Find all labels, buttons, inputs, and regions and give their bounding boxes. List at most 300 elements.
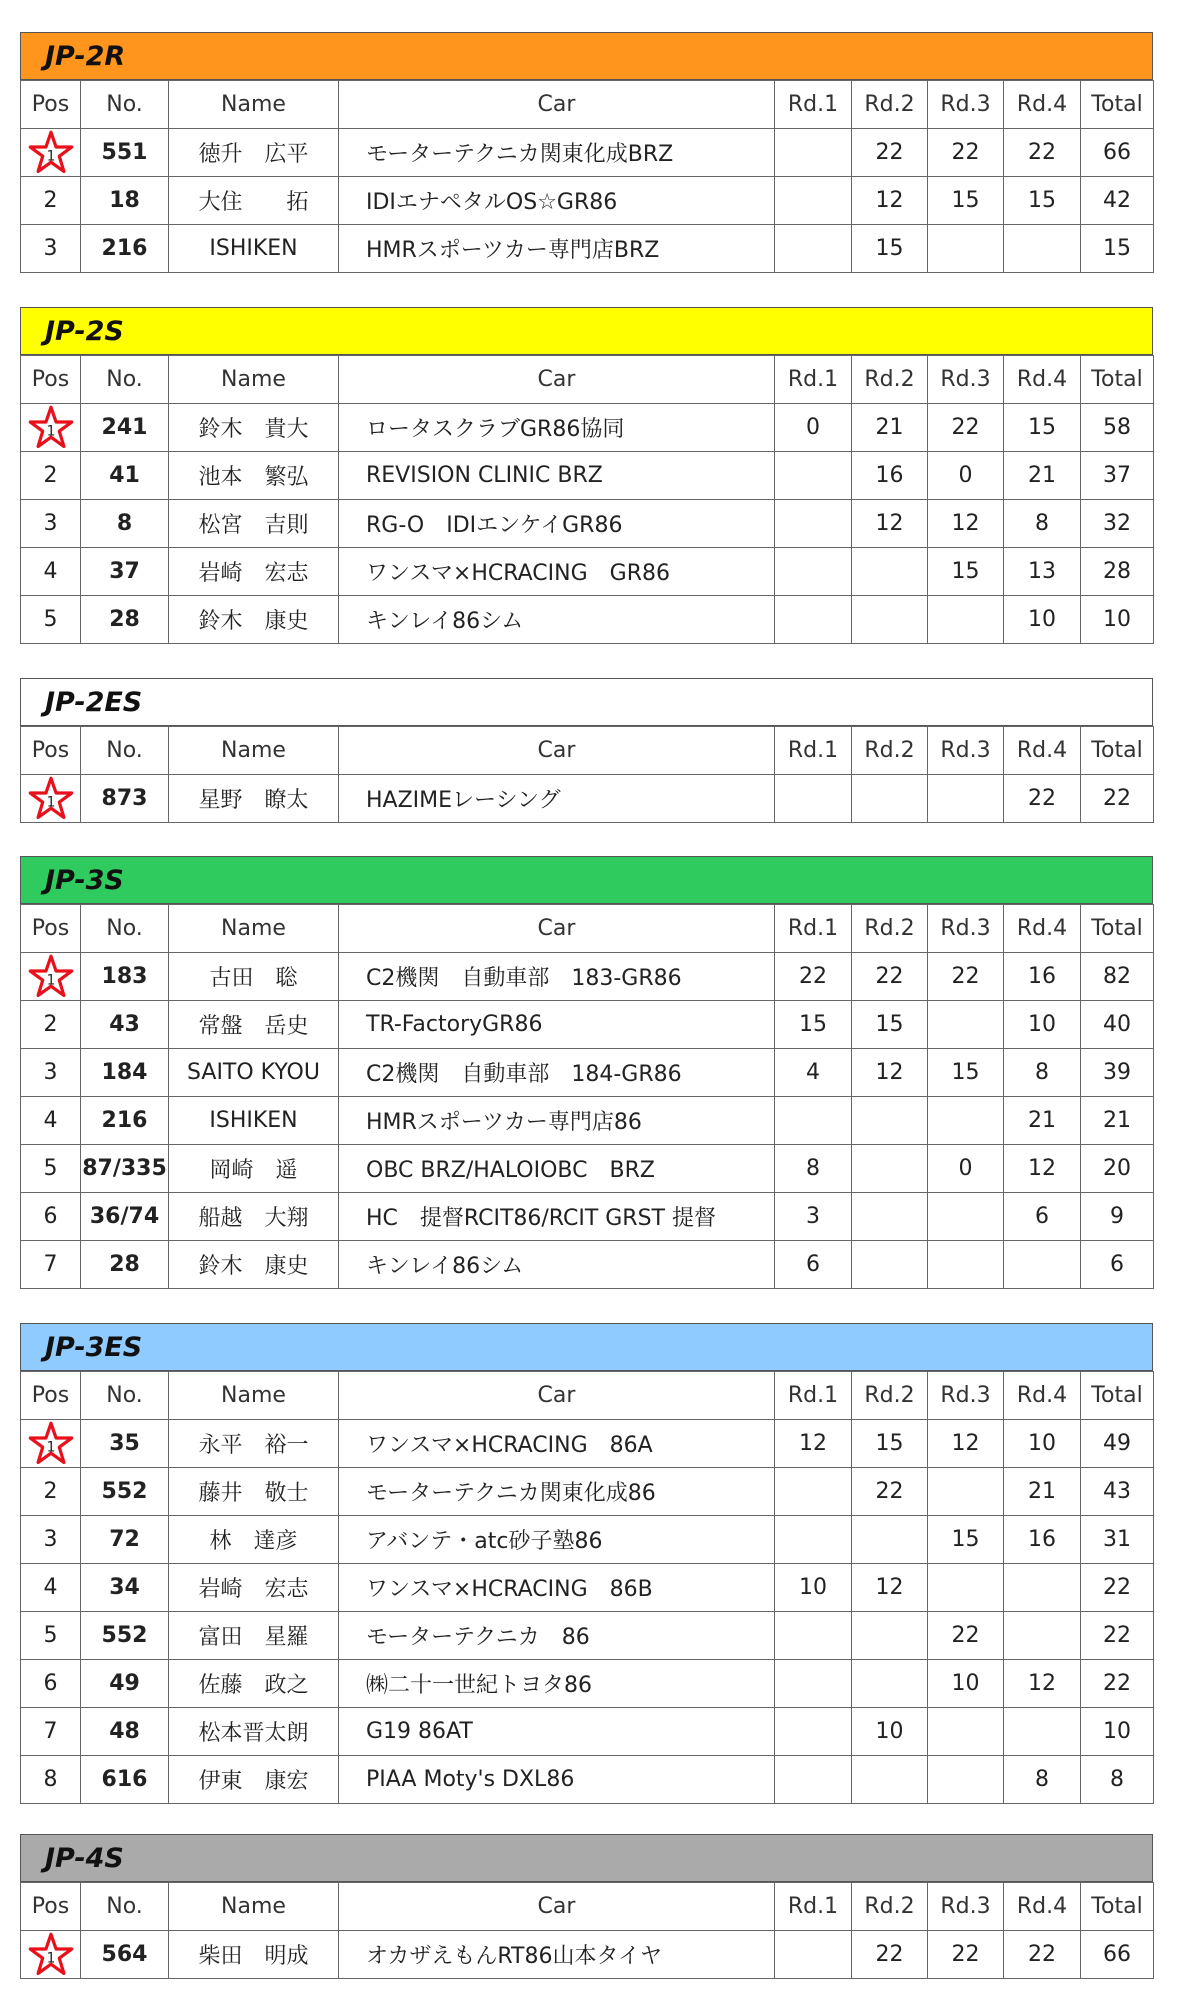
column-header-no: No. bbox=[81, 81, 169, 129]
total-cell: 6 bbox=[1081, 1241, 1154, 1289]
rd2-cell bbox=[852, 1145, 928, 1193]
column-header-no: No. bbox=[81, 905, 169, 953]
champion-star-icon bbox=[28, 954, 74, 1000]
table-row bbox=[21, 1931, 1154, 1979]
no-cell: 184 bbox=[81, 1049, 169, 1097]
total-cell: 82 bbox=[1081, 953, 1154, 1001]
pos-value: 1 bbox=[46, 1949, 55, 1966]
column-header-rd2: Rd.2 bbox=[852, 727, 928, 775]
column-header-rd1: Rd.1 bbox=[775, 727, 852, 775]
column-header-total: Total bbox=[1081, 81, 1154, 129]
column-header-rd1: Rd.1 bbox=[775, 356, 852, 404]
name-cell: 柴田 明成 bbox=[169, 1931, 339, 1979]
rd1-cell: 22 bbox=[775, 953, 852, 1001]
total-cell: 21 bbox=[1081, 1097, 1154, 1145]
table-row bbox=[21, 1756, 1154, 1804]
no-cell: 41 bbox=[81, 452, 169, 500]
rd1-cell bbox=[775, 1756, 852, 1804]
rd1-cell bbox=[775, 225, 852, 273]
rd3-cell: 12 bbox=[928, 500, 1004, 548]
total-cell: 10 bbox=[1081, 596, 1154, 644]
total-cell: 8 bbox=[1081, 1756, 1154, 1804]
rd4-cell: 10 bbox=[1004, 596, 1081, 644]
car-cell: C2機関 自動車部 184-GR86 bbox=[339, 1049, 775, 1097]
car-cell: OBC BRZ/HALOIOBC BRZ bbox=[339, 1145, 775, 1193]
car-cell: モーターテクニカ 86 bbox=[339, 1612, 775, 1660]
car-cell: G19 86AT bbox=[339, 1708, 775, 1756]
rd2-cell: 12 bbox=[852, 1049, 928, 1097]
rd4-cell: 12 bbox=[1004, 1145, 1081, 1193]
pos-cell: 8 bbox=[21, 1756, 81, 1804]
column-header-rd1: Rd.1 bbox=[775, 905, 852, 953]
car-cell: オカザえもんRT86山本タイヤ bbox=[339, 1931, 775, 1979]
total-cell: 9 bbox=[1081, 1193, 1154, 1241]
name-cell: 松本晋太朗 bbox=[169, 1708, 339, 1756]
rd1-cell: 12 bbox=[775, 1420, 852, 1468]
car-cell: ㈱二十一世紀トヨタ86 bbox=[339, 1660, 775, 1708]
rd3-cell: 22 bbox=[928, 129, 1004, 177]
rd1-cell bbox=[775, 1931, 852, 1979]
column-header-rd1: Rd.1 bbox=[775, 1883, 852, 1931]
column-header-pos: Pos bbox=[21, 905, 81, 953]
column-header-no: No. bbox=[81, 356, 169, 404]
champion-star-icon bbox=[28, 1932, 74, 1978]
car-cell: ワンスマ×HCRACING 86A bbox=[339, 1420, 775, 1468]
results-table bbox=[20, 904, 1154, 1289]
rd4-cell: 10 bbox=[1004, 1420, 1081, 1468]
table-row bbox=[21, 1241, 1154, 1289]
name-cell: 岩崎 宏志 bbox=[169, 548, 339, 596]
results-table bbox=[20, 80, 1154, 273]
pos-cell bbox=[21, 1420, 81, 1468]
no-cell: 34 bbox=[81, 1564, 169, 1612]
column-header-rd3: Rd.3 bbox=[928, 727, 1004, 775]
total-cell: 20 bbox=[1081, 1145, 1154, 1193]
pos-value: 1 bbox=[46, 422, 55, 439]
rd3-cell: 15 bbox=[928, 548, 1004, 596]
pos-cell: 2 bbox=[21, 1001, 81, 1049]
table-row bbox=[21, 775, 1154, 823]
rd3-cell: 10 bbox=[928, 1660, 1004, 1708]
no-cell: 216 bbox=[81, 225, 169, 273]
rd2-cell: 12 bbox=[852, 1564, 928, 1612]
rd3-cell bbox=[928, 1708, 1004, 1756]
rd1-cell: 10 bbox=[775, 1564, 852, 1612]
no-cell: 28 bbox=[81, 1241, 169, 1289]
rd4-cell: 13 bbox=[1004, 548, 1081, 596]
no-cell: 183 bbox=[81, 953, 169, 1001]
rd3-cell: 12 bbox=[928, 1420, 1004, 1468]
no-cell: 37 bbox=[81, 548, 169, 596]
rd3-cell bbox=[928, 1193, 1004, 1241]
column-header-car: Car bbox=[339, 1883, 775, 1931]
total-cell: 39 bbox=[1081, 1049, 1154, 1097]
pos-cell bbox=[21, 129, 81, 177]
rd3-cell bbox=[928, 1097, 1004, 1145]
column-header-rd4: Rd.4 bbox=[1004, 905, 1081, 953]
pos-cell: 4 bbox=[21, 1564, 81, 1612]
no-cell: 36/74 bbox=[81, 1193, 169, 1241]
total-cell: 22 bbox=[1081, 1612, 1154, 1660]
car-cell: HC 提督RCIT86/RCIT GRST 提督 bbox=[339, 1193, 775, 1241]
car-cell: TR-FactoryGR86 bbox=[339, 1001, 775, 1049]
results-table bbox=[20, 1882, 1154, 1979]
column-header-name: Name bbox=[169, 905, 339, 953]
pos-value: 1 bbox=[46, 147, 55, 164]
pos-cell: 7 bbox=[21, 1241, 81, 1289]
no-cell: 552 bbox=[81, 1612, 169, 1660]
no-cell: 551 bbox=[81, 129, 169, 177]
rd3-cell: 15 bbox=[928, 177, 1004, 225]
rd1-cell: 3 bbox=[775, 1193, 852, 1241]
column-header-total: Total bbox=[1081, 356, 1154, 404]
column-header-rd2: Rd.2 bbox=[852, 356, 928, 404]
name-cell: 大住 拓 bbox=[169, 177, 339, 225]
pos-cell: 7 bbox=[21, 1708, 81, 1756]
class-section bbox=[20, 856, 1153, 1289]
name-cell: 鈴木 康史 bbox=[169, 596, 339, 644]
car-cell: REVISION CLINIC BRZ bbox=[339, 452, 775, 500]
class-section bbox=[20, 1834, 1153, 1979]
column-header-name: Name bbox=[169, 727, 339, 775]
name-cell: 富田 星羅 bbox=[169, 1612, 339, 1660]
column-header-no: No. bbox=[81, 727, 169, 775]
no-cell: 43 bbox=[81, 1001, 169, 1049]
column-header-name: Name bbox=[169, 81, 339, 129]
pos-cell: 3 bbox=[21, 500, 81, 548]
car-cell: キンレイ86シム bbox=[339, 596, 775, 644]
rd3-cell: 22 bbox=[928, 953, 1004, 1001]
column-header-rd4: Rd.4 bbox=[1004, 81, 1081, 129]
pos-value: 1 bbox=[46, 1438, 55, 1455]
column-header-rd1: Rd.1 bbox=[775, 81, 852, 129]
pos-cell: 2 bbox=[21, 1468, 81, 1516]
header-row bbox=[21, 81, 1154, 129]
table-row bbox=[21, 1564, 1154, 1612]
name-cell: 古田 聡 bbox=[169, 953, 339, 1001]
car-cell: アバンテ・atc砂子塾86 bbox=[339, 1516, 775, 1564]
rd1-cell: 4 bbox=[775, 1049, 852, 1097]
name-cell: 藤井 敬士 bbox=[169, 1468, 339, 1516]
total-cell: 28 bbox=[1081, 548, 1154, 596]
car-cell: HMRスポーツカー専門店BRZ bbox=[339, 225, 775, 273]
column-header-no: No. bbox=[81, 1372, 169, 1420]
total-cell: 66 bbox=[1081, 1931, 1154, 1979]
name-cell: 岩崎 宏志 bbox=[169, 1564, 339, 1612]
champion-star-icon bbox=[28, 776, 74, 822]
no-cell: 216 bbox=[81, 1097, 169, 1145]
rd4-cell bbox=[1004, 1612, 1081, 1660]
table-row bbox=[21, 500, 1154, 548]
class-title: JP-4S bbox=[20, 1834, 1153, 1882]
column-header-pos: Pos bbox=[21, 1372, 81, 1420]
rd2-cell bbox=[852, 775, 928, 823]
pos-value: 1 bbox=[46, 793, 55, 810]
header-row bbox=[21, 727, 1154, 775]
rd3-cell: 15 bbox=[928, 1049, 1004, 1097]
table-row bbox=[21, 548, 1154, 596]
table-row bbox=[21, 177, 1154, 225]
column-header-name: Name bbox=[169, 1883, 339, 1931]
column-header-name: Name bbox=[169, 356, 339, 404]
rd4-cell: 10 bbox=[1004, 1001, 1081, 1049]
rd4-cell: 12 bbox=[1004, 1660, 1081, 1708]
name-cell: 松宮 吉則 bbox=[169, 500, 339, 548]
no-cell: 35 bbox=[81, 1420, 169, 1468]
rd1-cell: 6 bbox=[775, 1241, 852, 1289]
car-cell: モーターテクニカ関東化成86 bbox=[339, 1468, 775, 1516]
column-header-pos: Pos bbox=[21, 1883, 81, 1931]
table-row bbox=[21, 1145, 1154, 1193]
rd1-cell bbox=[775, 1468, 852, 1516]
column-header-rd3: Rd.3 bbox=[928, 1372, 1004, 1420]
total-cell: 31 bbox=[1081, 1516, 1154, 1564]
column-header-rd2: Rd.2 bbox=[852, 81, 928, 129]
car-cell: モーターテクニカ関東化成BRZ bbox=[339, 129, 775, 177]
rd4-cell: 21 bbox=[1004, 1468, 1081, 1516]
no-cell: 241 bbox=[81, 404, 169, 452]
rd4-cell: 8 bbox=[1004, 1049, 1081, 1097]
pos-cell: 5 bbox=[21, 1145, 81, 1193]
name-cell: 星野 瞭太 bbox=[169, 775, 339, 823]
class-section bbox=[20, 32, 1153, 273]
column-header-rd4: Rd.4 bbox=[1004, 356, 1081, 404]
total-cell: 22 bbox=[1081, 1564, 1154, 1612]
table-row bbox=[21, 1193, 1154, 1241]
pos-cell: 6 bbox=[21, 1660, 81, 1708]
header-row bbox=[21, 905, 1154, 953]
rd2-cell: 15 bbox=[852, 1001, 928, 1049]
column-header-no: No. bbox=[81, 1883, 169, 1931]
no-cell: 873 bbox=[81, 775, 169, 823]
no-cell: 28 bbox=[81, 596, 169, 644]
rd4-cell: 8 bbox=[1004, 500, 1081, 548]
column-header-rd1: Rd.1 bbox=[775, 1372, 852, 1420]
column-header-car: Car bbox=[339, 727, 775, 775]
car-cell: RG-O IDIエンケイGR86 bbox=[339, 500, 775, 548]
pos-cell: 5 bbox=[21, 596, 81, 644]
pos-cell bbox=[21, 404, 81, 452]
rd3-cell bbox=[928, 1468, 1004, 1516]
column-header-rd3: Rd.3 bbox=[928, 905, 1004, 953]
rd1-cell bbox=[775, 1660, 852, 1708]
column-header-rd4: Rd.4 bbox=[1004, 727, 1081, 775]
rd1-cell bbox=[775, 129, 852, 177]
rd3-cell bbox=[928, 1756, 1004, 1804]
table-row bbox=[21, 1420, 1154, 1468]
table-row bbox=[21, 1612, 1154, 1660]
no-cell: 87/335 bbox=[81, 1145, 169, 1193]
results-table bbox=[20, 726, 1154, 823]
table-row bbox=[21, 1516, 1154, 1564]
rd4-cell: 16 bbox=[1004, 1516, 1081, 1564]
total-cell: 40 bbox=[1081, 1001, 1154, 1049]
pos-cell: 2 bbox=[21, 452, 81, 500]
total-cell: 22 bbox=[1081, 775, 1154, 823]
table-row bbox=[21, 452, 1154, 500]
rd2-cell: 22 bbox=[852, 953, 928, 1001]
rd2-cell bbox=[852, 1241, 928, 1289]
rd2-cell: 21 bbox=[852, 404, 928, 452]
total-cell: 43 bbox=[1081, 1468, 1154, 1516]
rd2-cell: 16 bbox=[852, 452, 928, 500]
column-header-rd4: Rd.4 bbox=[1004, 1883, 1081, 1931]
pos-cell: 4 bbox=[21, 548, 81, 596]
rd4-cell: 15 bbox=[1004, 177, 1081, 225]
rd3-cell: 22 bbox=[928, 1612, 1004, 1660]
no-cell: 18 bbox=[81, 177, 169, 225]
name-cell: SAITO KYOU bbox=[169, 1049, 339, 1097]
total-cell: 32 bbox=[1081, 500, 1154, 548]
class-section bbox=[20, 1323, 1153, 1804]
name-cell: 池本 繁弘 bbox=[169, 452, 339, 500]
pos-cell: 5 bbox=[21, 1612, 81, 1660]
total-cell: 49 bbox=[1081, 1420, 1154, 1468]
rd1-cell bbox=[775, 775, 852, 823]
pos-cell: 6 bbox=[21, 1193, 81, 1241]
rd2-cell bbox=[852, 596, 928, 644]
class-title: JP-2R bbox=[20, 32, 1153, 80]
table-row bbox=[21, 953, 1154, 1001]
champion-star-icon bbox=[28, 130, 74, 176]
results-table bbox=[20, 1371, 1154, 1804]
column-header-car: Car bbox=[339, 905, 775, 953]
rd3-cell bbox=[928, 1001, 1004, 1049]
rd4-cell bbox=[1004, 225, 1081, 273]
no-cell: 8 bbox=[81, 500, 169, 548]
header-row bbox=[21, 1372, 1154, 1420]
rd1-cell: 8 bbox=[775, 1145, 852, 1193]
rd2-cell bbox=[852, 1756, 928, 1804]
column-header-pos: Pos bbox=[21, 727, 81, 775]
rd4-cell: 16 bbox=[1004, 953, 1081, 1001]
table-row bbox=[21, 404, 1154, 452]
pos-cell: 4 bbox=[21, 1097, 81, 1145]
table-row bbox=[21, 1097, 1154, 1145]
rd2-cell: 12 bbox=[852, 500, 928, 548]
table-row bbox=[21, 1049, 1154, 1097]
rd2-cell bbox=[852, 1097, 928, 1145]
column-header-car: Car bbox=[339, 81, 775, 129]
rd4-cell: 22 bbox=[1004, 1931, 1081, 1979]
rd4-cell: 22 bbox=[1004, 129, 1081, 177]
table-row bbox=[21, 1001, 1154, 1049]
column-header-total: Total bbox=[1081, 905, 1154, 953]
rd3-cell: 15 bbox=[928, 1516, 1004, 1564]
pos-cell bbox=[21, 1931, 81, 1979]
car-cell: ワンスマ×HCRACING 86B bbox=[339, 1564, 775, 1612]
table-row bbox=[21, 596, 1154, 644]
rd1-cell bbox=[775, 452, 852, 500]
rd3-cell: 0 bbox=[928, 452, 1004, 500]
rd3-cell bbox=[928, 1564, 1004, 1612]
total-cell: 42 bbox=[1081, 177, 1154, 225]
pos-cell: 2 bbox=[21, 177, 81, 225]
total-cell: 22 bbox=[1081, 1660, 1154, 1708]
class-title: JP-3S bbox=[20, 856, 1153, 904]
total-cell: 58 bbox=[1081, 404, 1154, 452]
rd2-cell bbox=[852, 1660, 928, 1708]
rd3-cell bbox=[928, 596, 1004, 644]
rd2-cell bbox=[852, 1193, 928, 1241]
rd2-cell: 22 bbox=[852, 1468, 928, 1516]
total-cell: 10 bbox=[1081, 1708, 1154, 1756]
rd2-cell: 22 bbox=[852, 1931, 928, 1979]
header-row bbox=[21, 356, 1154, 404]
pos-cell bbox=[21, 953, 81, 1001]
name-cell: 鈴木 貴大 bbox=[169, 404, 339, 452]
name-cell: 林 達彦 bbox=[169, 1516, 339, 1564]
rd4-cell: 8 bbox=[1004, 1756, 1081, 1804]
header-row bbox=[21, 1883, 1154, 1931]
rd2-cell: 15 bbox=[852, 1420, 928, 1468]
pos-value: 1 bbox=[46, 971, 55, 988]
car-cell: PIAA Moty's DXL86 bbox=[339, 1756, 775, 1804]
no-cell: 48 bbox=[81, 1708, 169, 1756]
rd3-cell: 22 bbox=[928, 404, 1004, 452]
class-title: JP-3ES bbox=[20, 1323, 1153, 1371]
no-cell: 72 bbox=[81, 1516, 169, 1564]
pos-cell: 3 bbox=[21, 225, 81, 273]
rd3-cell: 0 bbox=[928, 1145, 1004, 1193]
no-cell: 552 bbox=[81, 1468, 169, 1516]
rd1-cell bbox=[775, 548, 852, 596]
rd1-cell bbox=[775, 1612, 852, 1660]
column-header-pos: Pos bbox=[21, 356, 81, 404]
rd2-cell bbox=[852, 548, 928, 596]
rd1-cell bbox=[775, 1097, 852, 1145]
rd4-cell: 21 bbox=[1004, 1097, 1081, 1145]
pos-cell: 3 bbox=[21, 1516, 81, 1564]
rd1-cell bbox=[775, 500, 852, 548]
name-cell: 岡崎 遥 bbox=[169, 1145, 339, 1193]
table-row bbox=[21, 1468, 1154, 1516]
no-cell: 49 bbox=[81, 1660, 169, 1708]
rd2-cell: 12 bbox=[852, 177, 928, 225]
car-cell: C2機関 自動車部 183-GR86 bbox=[339, 953, 775, 1001]
results-table bbox=[20, 355, 1154, 644]
rd4-cell: 6 bbox=[1004, 1193, 1081, 1241]
total-cell: 66 bbox=[1081, 129, 1154, 177]
name-cell: 佐藤 政之 bbox=[169, 1660, 339, 1708]
name-cell: 船越 大翔 bbox=[169, 1193, 339, 1241]
rd1-cell: 15 bbox=[775, 1001, 852, 1049]
column-header-total: Total bbox=[1081, 1883, 1154, 1931]
name-cell: 常盤 岳史 bbox=[169, 1001, 339, 1049]
rd1-cell bbox=[775, 1516, 852, 1564]
column-header-car: Car bbox=[339, 1372, 775, 1420]
column-header-rd3: Rd.3 bbox=[928, 81, 1004, 129]
rd4-cell bbox=[1004, 1708, 1081, 1756]
rd4-cell: 22 bbox=[1004, 775, 1081, 823]
rd4-cell bbox=[1004, 1564, 1081, 1612]
champion-star-icon bbox=[28, 1421, 74, 1467]
no-cell: 616 bbox=[81, 1756, 169, 1804]
column-header-rd2: Rd.2 bbox=[852, 905, 928, 953]
total-cell: 15 bbox=[1081, 225, 1154, 273]
column-header-name: Name bbox=[169, 1372, 339, 1420]
rd2-cell: 22 bbox=[852, 129, 928, 177]
rd3-cell: 22 bbox=[928, 1931, 1004, 1979]
class-section bbox=[20, 678, 1153, 823]
car-cell: ロータスクラブGR86協同 bbox=[339, 404, 775, 452]
rd2-cell bbox=[852, 1516, 928, 1564]
column-header-total: Total bbox=[1081, 727, 1154, 775]
column-header-rd4: Rd.4 bbox=[1004, 1372, 1081, 1420]
column-header-rd3: Rd.3 bbox=[928, 1883, 1004, 1931]
name-cell: ISHIKEN bbox=[169, 1097, 339, 1145]
table-row bbox=[21, 1660, 1154, 1708]
